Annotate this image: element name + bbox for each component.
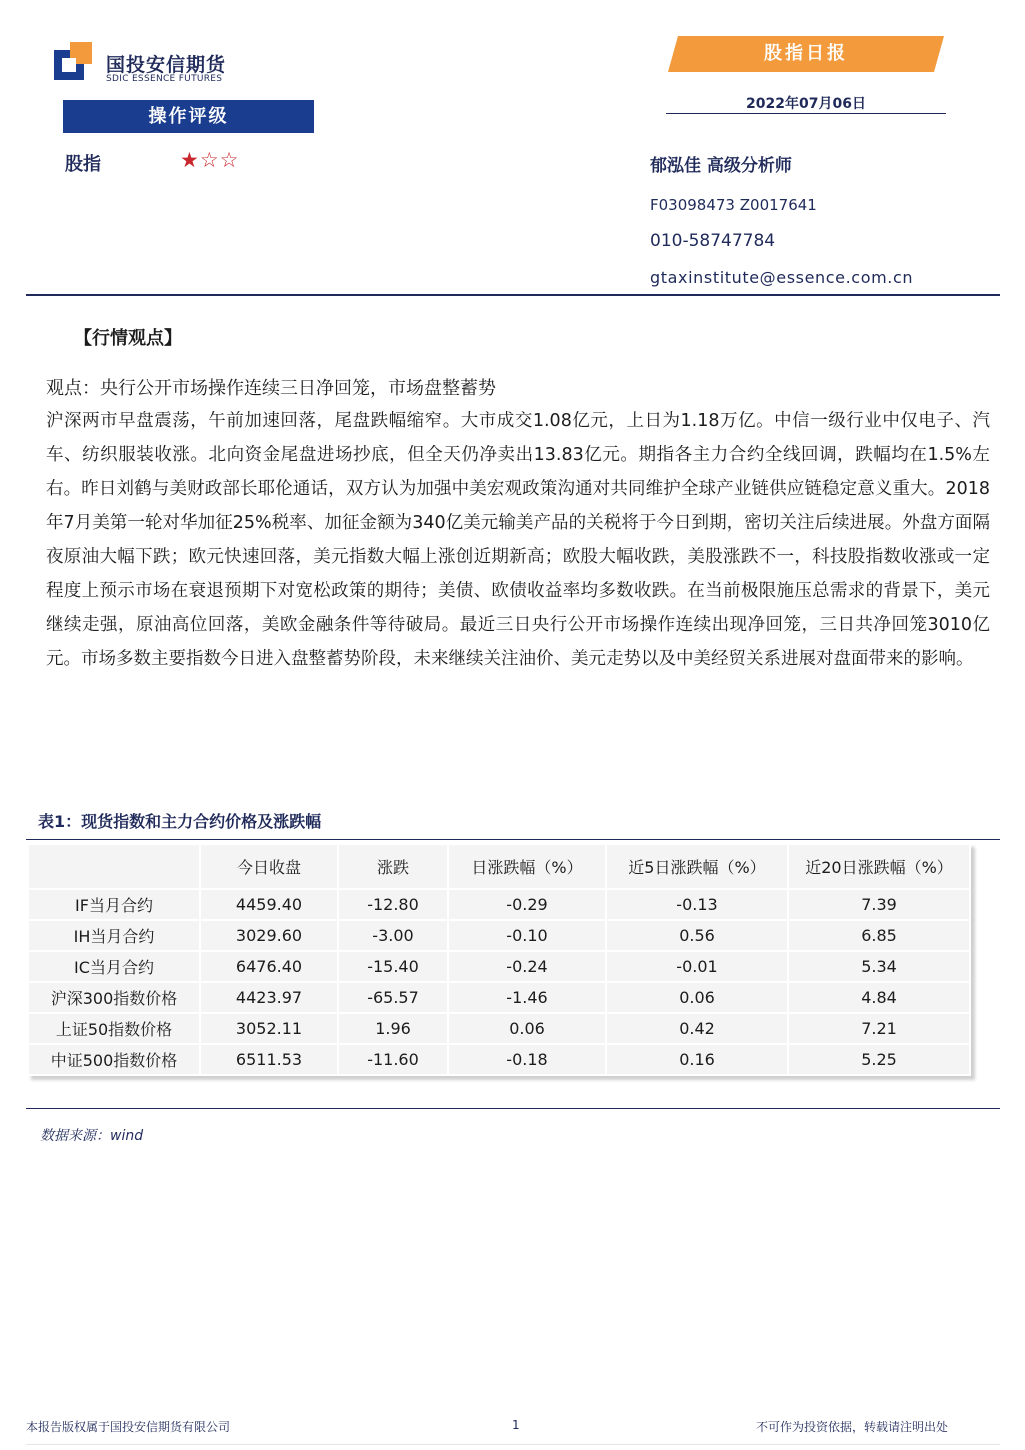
rating-label: 股指 xyxy=(65,154,101,175)
analyst-email[interactable]: gtaxinstitute@essence.com.cn xyxy=(650,268,914,287)
footer-divider xyxy=(26,1444,1000,1445)
table-header-cell: 涨跌 xyxy=(338,844,448,889)
table-cell: -0.01 xyxy=(606,951,788,982)
analyst-name: 郁泓佳 高级分析师 xyxy=(650,156,792,176)
table-cell: IF当月合约 xyxy=(28,889,200,920)
table-cell: 6476.40 xyxy=(200,951,338,982)
table-cell: 4.84 xyxy=(788,982,970,1013)
table-cell: -1.46 xyxy=(448,982,606,1013)
section-heading: 【行情观点】 xyxy=(74,328,182,349)
date-divider xyxy=(666,113,946,114)
table-header-cell: 今日收盘 xyxy=(200,844,338,889)
table-cell: -15.40 xyxy=(338,951,448,982)
table-cell: -65.57 xyxy=(338,982,448,1013)
table-cell: -12.80 xyxy=(338,889,448,920)
table-cell: 0.06 xyxy=(448,1013,606,1044)
table-title: 表1：现货指数和主力合约价格及涨跌幅 xyxy=(38,812,322,831)
table-cell: 6.85 xyxy=(788,920,970,951)
market-commentary: 沪深两市早盘震荡，午前加速回落，尾盘跌幅缩窄。大市成交1.08亿元，上日为1.18万亿。中信一级行业中仅电子、汽车、纺织服装收涨。北向资金尾盘进场抄底，但全天仍净卖出13.83亿元。期指各主力合约全线回调，跌幅均在1.5%左右。昨日刘鹤与美财政部长耶伦通话，双方认为加强中美宏观政策沟通对共同维护全球产业链供应链稳定意义重大。2018年7月美第一轮对华加征25%税率、加征金额为340亿美元输美产品的关税将于今日到期，密切关注后续进展。外盘方面隔夜原油大幅下跌；欧元快速回落，美元指数大幅上涨创近期新高；欧股大幅收跌，美股涨跌不一，科技股指数收涨或一定程度上预示市场在衰退预期下对宽松政策的期待；美债、欧债收益率均多数收跌。在当前极限施压总需求的背景下，美元继续走强，原油高位回落，美欧金融条件等待破局。最近三日央行公开市场操作连续出现净回笼，三日共净回笼3010亿元。市场多数主要指数今日进入盘整蓄势阶段，未来继续关注油价、美元走势以及中美经贸关系进展对盘面带来的影响。 xyxy=(46,411,990,669)
table-cell: 4423.97 xyxy=(200,982,338,1013)
table-header-cell: 近5日涨跌幅（%） xyxy=(606,844,788,889)
table-header-cell xyxy=(28,844,200,889)
table-cell: -0.24 xyxy=(448,951,606,982)
table-cell: IH当月合约 xyxy=(28,920,200,951)
table-cell: 0.06 xyxy=(606,982,788,1013)
table-cell: -0.18 xyxy=(448,1044,606,1075)
table-cell: 3052.11 xyxy=(200,1013,338,1044)
table-cell: 中证500指数价格 xyxy=(28,1044,200,1075)
table-row xyxy=(28,982,970,1013)
table-cell: 0.42 xyxy=(606,1013,788,1044)
table-cell: 1.96 xyxy=(338,1013,448,1044)
company-logo-icon xyxy=(54,42,94,82)
rating-title: 操作评级 xyxy=(148,106,229,127)
table-cell: 5.34 xyxy=(788,951,970,982)
table-cell: 0.16 xyxy=(606,1044,788,1075)
table-cell: 0.56 xyxy=(606,920,788,951)
footer-disclaimer: 不可作为投资依据，转载请注明出处 xyxy=(756,1420,949,1434)
analyst-phone: 010-58747784 xyxy=(650,231,776,251)
table-header-row xyxy=(28,844,970,889)
viewpoint-line: 观点：央行公开市场操作连续三日净回笼，市场盘整蓄势 xyxy=(46,378,496,399)
table-cell: 4459.40 xyxy=(200,889,338,920)
table-row xyxy=(28,1013,970,1044)
table-cell: -3.00 xyxy=(338,920,448,951)
table-cell: 7.39 xyxy=(788,889,970,920)
footer-copyright: 本报告版权属于国投安信期货有限公司 xyxy=(26,1420,231,1434)
table-row xyxy=(28,889,970,920)
table-cell: IC当月合约 xyxy=(28,951,200,982)
company-name-en: SDIC ESSENCE FUTURES xyxy=(106,74,223,84)
table-row xyxy=(28,1044,970,1075)
table-cell: -0.10 xyxy=(448,920,606,951)
company-name-cn: 国投安信期货 xyxy=(106,54,227,76)
price-table xyxy=(27,843,971,1076)
table-title-divider xyxy=(26,839,1000,840)
price-table-wrapper xyxy=(27,843,971,1076)
report-type-banner xyxy=(668,36,944,72)
table-header-cell: 近20日涨跌幅（%） xyxy=(788,844,970,889)
table-cell: -11.60 xyxy=(338,1044,448,1075)
analyst-cert: F03098473 Z0017641 xyxy=(650,196,817,214)
header-divider xyxy=(26,294,1000,296)
table-cell: -0.29 xyxy=(448,889,606,920)
table-header-cell: 日涨跌幅（%） xyxy=(448,844,606,889)
footer-page-number: 1 xyxy=(512,1418,520,1432)
table-cell: 7.21 xyxy=(788,1013,970,1044)
table-row xyxy=(28,951,970,982)
table-cell: 上证50指数价格 xyxy=(28,1013,200,1044)
report-type-label: 股指日报 xyxy=(764,43,848,64)
table-cell: -0.13 xyxy=(606,889,788,920)
table-cell: 沪深300指数价格 xyxy=(28,982,200,1013)
table-cell: 5.25 xyxy=(788,1044,970,1075)
table-row xyxy=(28,920,970,951)
table-cell: 3029.60 xyxy=(200,920,338,951)
rating-stars-icon: ★☆☆ xyxy=(180,148,240,172)
table-cell: 6511.53 xyxy=(200,1044,338,1075)
table-bottom-divider xyxy=(26,1108,1000,1109)
report-date: 2022年07月06日 xyxy=(746,96,866,112)
data-source: 数据来源：wind xyxy=(40,1128,144,1144)
